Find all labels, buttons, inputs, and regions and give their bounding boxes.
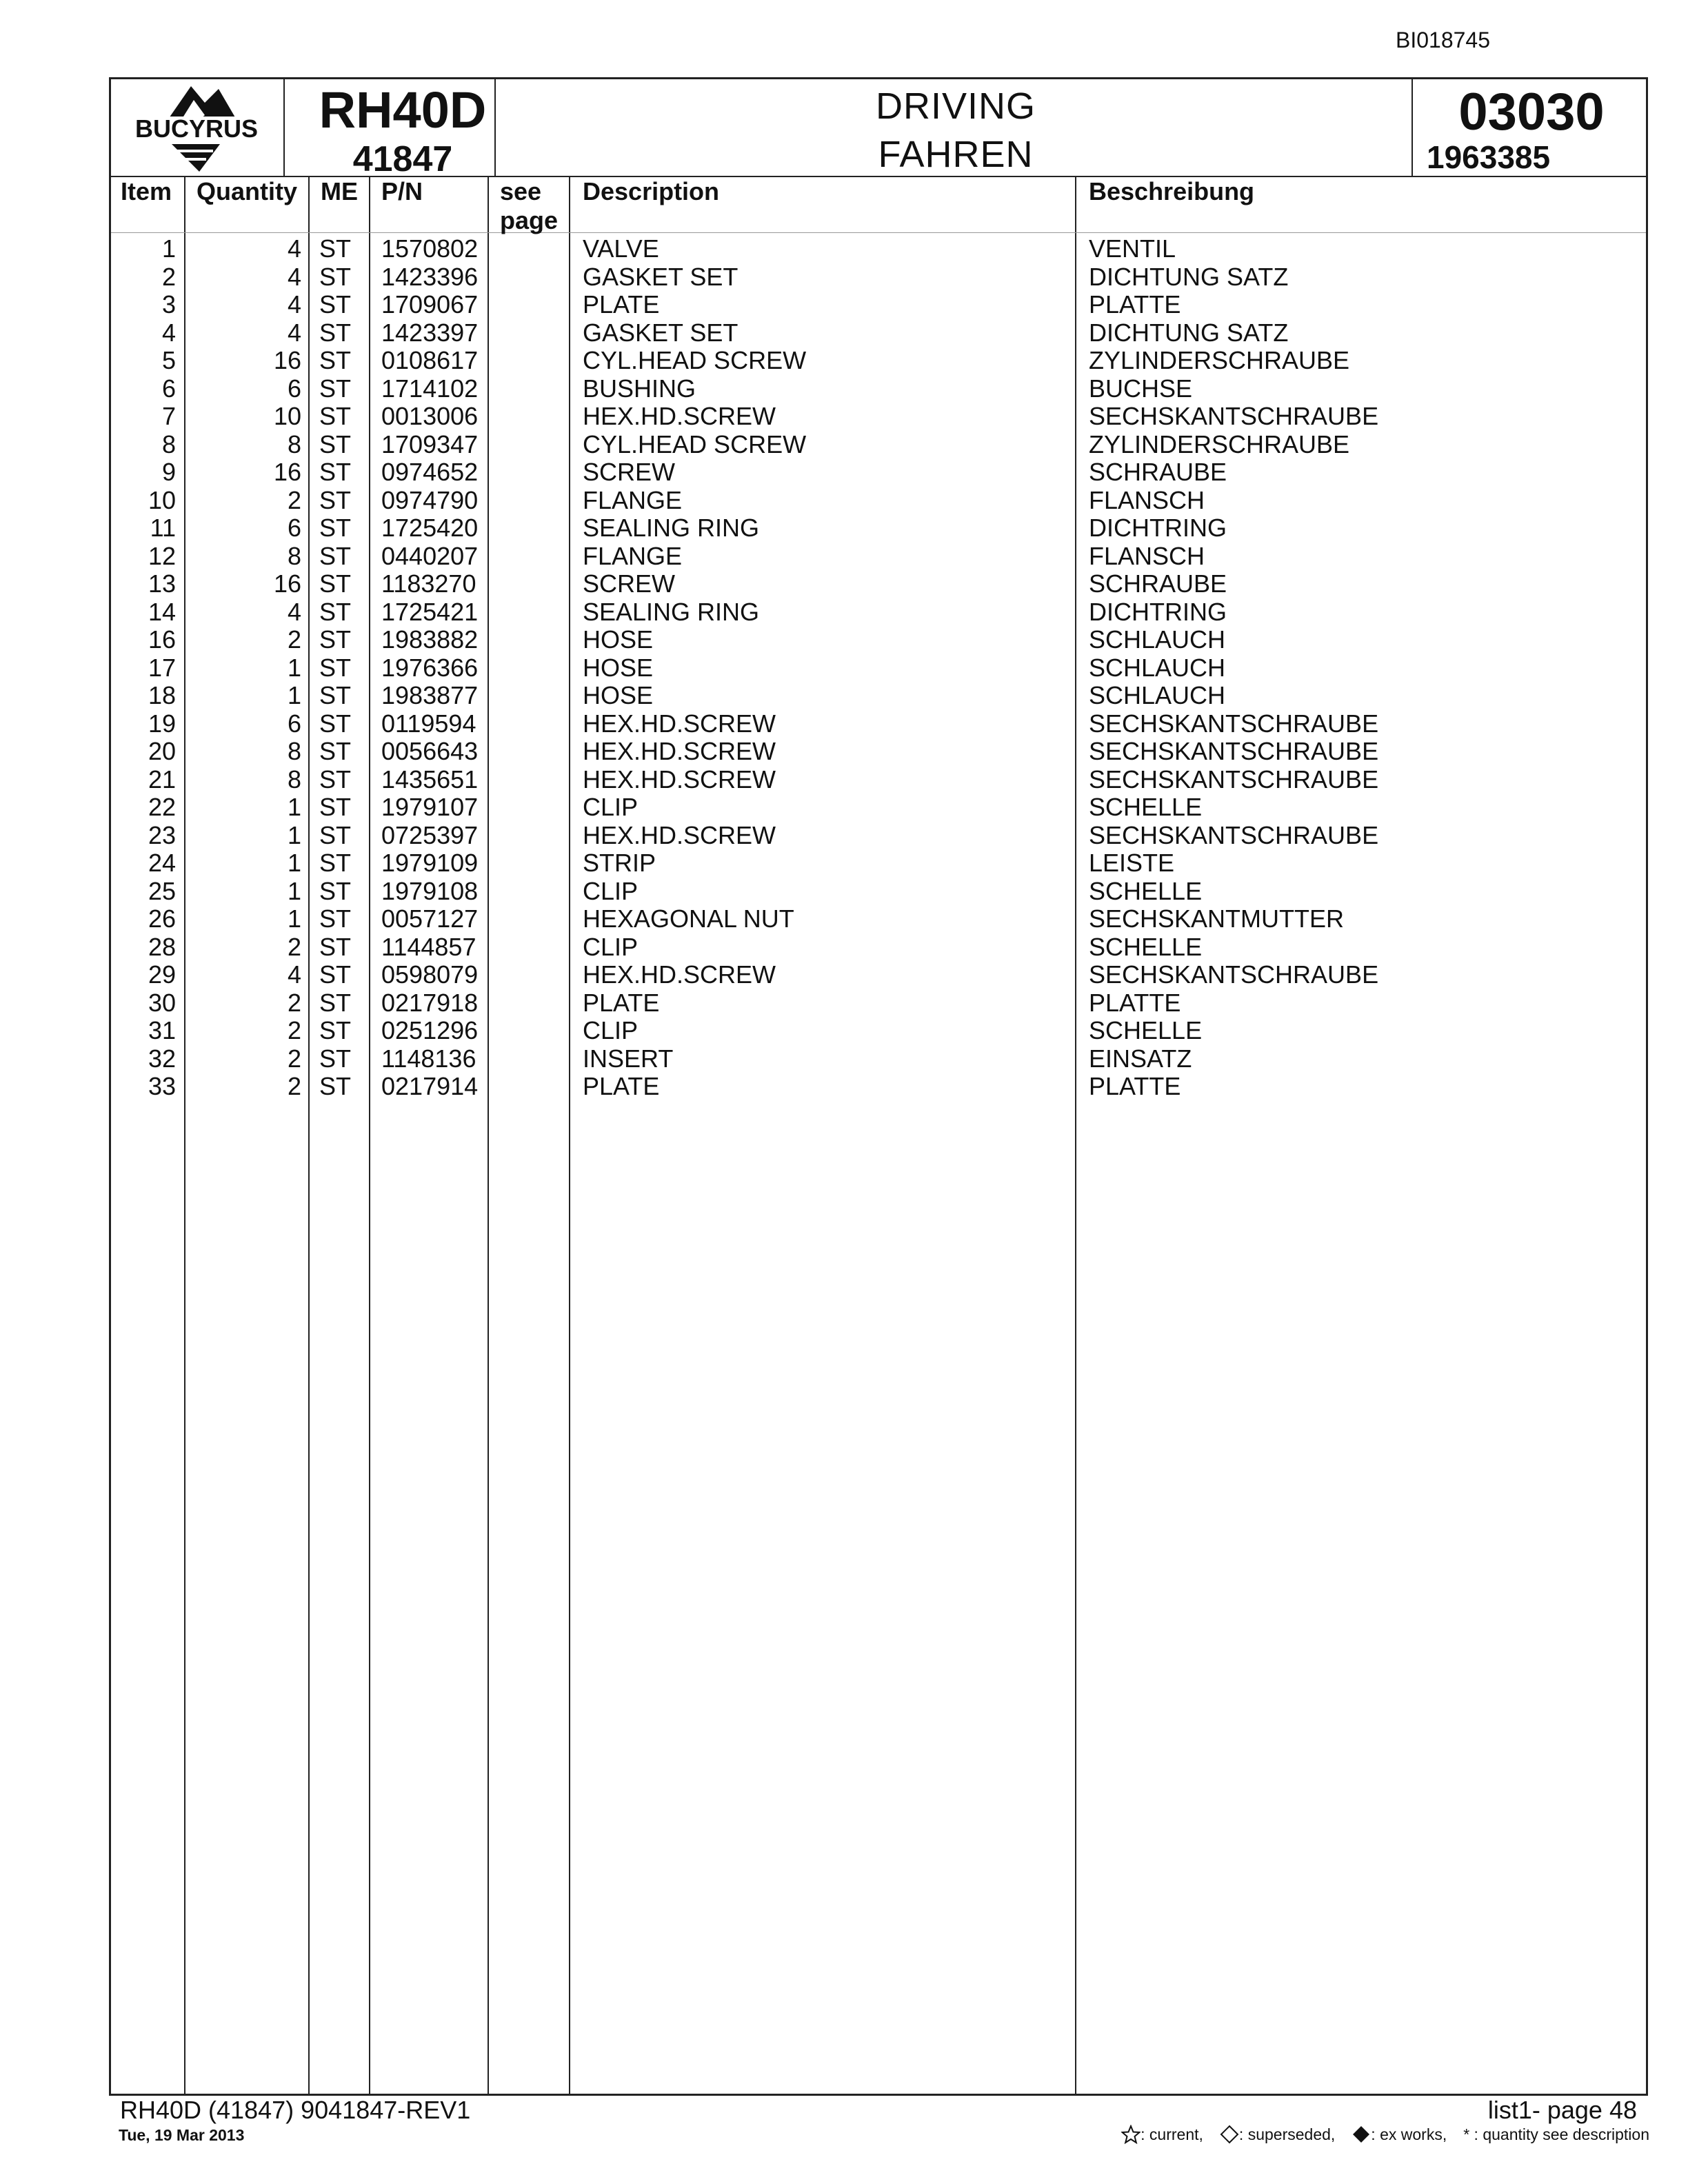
quantity-cell: 6 bbox=[287, 514, 301, 542]
description-cell: HOSE bbox=[583, 653, 654, 682]
part-number-cell: 0440207 bbox=[381, 541, 479, 570]
description-cell: HEX.HD.SCREW bbox=[583, 765, 776, 793]
me-cell: ST bbox=[319, 625, 352, 654]
table-row bbox=[111, 654, 1646, 682]
part-number-cell: 1725421 bbox=[381, 597, 479, 626]
part-number-cell: 0974790 bbox=[381, 485, 479, 514]
table-row bbox=[111, 905, 1646, 933]
parts-table-body bbox=[111, 235, 1646, 1101]
item-cell: 20 bbox=[148, 737, 176, 765]
table-row bbox=[111, 710, 1646, 738]
table-row bbox=[111, 1045, 1646, 1073]
legend-quantity-label: * : quantity see description bbox=[1463, 2125, 1649, 2143]
me-cell: ST bbox=[319, 402, 352, 430]
description-cell: CYL.HEAD SCREW bbox=[583, 346, 807, 374]
part-number-cell: 0056643 bbox=[381, 737, 479, 765]
me-cell: ST bbox=[319, 346, 352, 374]
quantity-cell: 16 bbox=[273, 458, 301, 486]
beschreibung-cell: PLATTE bbox=[1089, 290, 1181, 318]
beschreibung-cell: SCHELLE bbox=[1089, 793, 1203, 821]
me-cell: ST bbox=[319, 318, 352, 347]
beschreibung-cell: SCHLAUCH bbox=[1089, 653, 1226, 682]
model-number: RH40D bbox=[319, 81, 487, 139]
description-cell: HEX.HD.SCREW bbox=[583, 820, 776, 849]
part-number-cell: 1709067 bbox=[381, 290, 479, 318]
beschreibung-cell: DICHTUNG SATZ bbox=[1089, 262, 1289, 291]
table-row bbox=[111, 291, 1646, 319]
part-number-cell: 0013006 bbox=[381, 402, 479, 430]
column-header-see-page bbox=[500, 177, 558, 235]
quantity-cell: 16 bbox=[273, 569, 301, 598]
divider bbox=[283, 79, 285, 177]
me-cell: ST bbox=[319, 374, 352, 403]
beschreibung-cell: SECHSKANTSCHRAUBE bbox=[1089, 820, 1379, 849]
table-row bbox=[111, 626, 1646, 654]
part-number-cell: 1725420 bbox=[381, 514, 479, 542]
table-row bbox=[111, 989, 1646, 1018]
item-cell: 12 bbox=[148, 541, 176, 570]
table-row bbox=[111, 878, 1646, 906]
description-cell: CLIP bbox=[583, 876, 639, 905]
beschreibung-cell: FLANSCH bbox=[1089, 485, 1205, 514]
me-cell: ST bbox=[319, 932, 352, 961]
description-cell: HOSE bbox=[583, 681, 654, 709]
description-cell: PLATE bbox=[583, 290, 660, 318]
quantity-cell: 1 bbox=[287, 849, 301, 877]
legend-quantity bbox=[1463, 2125, 1649, 2144]
section-title-en: DRIVING bbox=[875, 85, 1036, 127]
beschreibung-cell: SCHELLE bbox=[1089, 876, 1203, 905]
column-header-me: ME bbox=[321, 177, 358, 205]
column-header-quantity: Quantity bbox=[197, 177, 298, 205]
part-number-cell: 1144857 bbox=[381, 932, 476, 961]
me-cell: ST bbox=[319, 849, 352, 877]
item-cell: 25 bbox=[148, 876, 176, 905]
description-cell: SEALING RING bbox=[583, 597, 760, 626]
part-number-cell: 1979107 bbox=[381, 793, 479, 821]
beschreibung-cell: FLANSCH bbox=[1089, 541, 1205, 570]
item-cell: 28 bbox=[148, 932, 176, 961]
description-cell: HEX.HD.SCREW bbox=[583, 737, 776, 765]
table-row bbox=[111, 263, 1646, 292]
description-cell: SEALING RING bbox=[583, 514, 760, 542]
table-row bbox=[111, 598, 1646, 627]
diamond-outline-icon bbox=[1220, 2125, 1239, 2144]
quantity-cell: 2 bbox=[287, 988, 301, 1017]
beschreibung-cell: VENTIL bbox=[1089, 234, 1176, 263]
quantity-cell: 1 bbox=[287, 876, 301, 905]
column-header-pn: P/N bbox=[381, 177, 423, 205]
divider bbox=[111, 232, 1646, 233]
quantity-cell: 10 bbox=[273, 402, 301, 430]
description-cell: FLANGE bbox=[583, 485, 683, 514]
table-row bbox=[111, 431, 1646, 459]
legend-superseded bbox=[1220, 2125, 1335, 2144]
description-cell: GASKET SET bbox=[583, 318, 738, 347]
beschreibung-cell: ZYLINDERSCHRAUBE bbox=[1089, 429, 1350, 458]
quantity-cell: 4 bbox=[287, 597, 301, 626]
description-cell: SCREW bbox=[583, 458, 675, 486]
see-page-line-2: page bbox=[500, 206, 559, 234]
item-cell: 8 bbox=[161, 429, 176, 458]
table-row bbox=[111, 235, 1646, 263]
item-cell: 19 bbox=[148, 709, 176, 738]
bucyrus-logo bbox=[117, 82, 277, 176]
description-cell: PLATE bbox=[583, 988, 660, 1017]
quantity-cell: 1 bbox=[287, 793, 301, 821]
table-row bbox=[111, 849, 1646, 878]
part-number-cell: 0217914 bbox=[381, 1072, 479, 1100]
table-row bbox=[111, 933, 1646, 962]
item-cell: 16 bbox=[148, 625, 176, 654]
item-cell: 18 bbox=[148, 681, 176, 709]
description-cell: CLIP bbox=[583, 793, 639, 821]
beschreibung-cell: SECHSKANTSCHRAUBE bbox=[1089, 402, 1379, 430]
me-cell: ST bbox=[319, 1044, 352, 1073]
description-cell: HEX.HD.SCREW bbox=[583, 960, 776, 989]
item-cell: 30 bbox=[148, 988, 176, 1017]
table-row bbox=[111, 458, 1646, 487]
beschreibung-cell: DICHTRING bbox=[1089, 597, 1227, 626]
diamond-filled-icon bbox=[1352, 2125, 1371, 2144]
part-number-cell: 1183270 bbox=[381, 569, 476, 598]
table-row bbox=[111, 1073, 1646, 1101]
description-cell: SCREW bbox=[583, 569, 675, 598]
me-cell: ST bbox=[319, 429, 352, 458]
parts-list-frame bbox=[109, 77, 1648, 2096]
me-cell: ST bbox=[319, 485, 352, 514]
me-cell: ST bbox=[319, 1016, 352, 1044]
section-title-de: FAHREN bbox=[878, 134, 1034, 175]
beschreibung-cell: PLATTE bbox=[1089, 1072, 1181, 1100]
legend bbox=[1109, 2125, 1649, 2144]
description-cell: FLANGE bbox=[583, 541, 683, 570]
quantity-cell: 4 bbox=[287, 318, 301, 347]
item-cell: 14 bbox=[148, 597, 176, 626]
part-number-cell: 0251296 bbox=[381, 1016, 479, 1044]
quantity-cell: 2 bbox=[287, 932, 301, 961]
quantity-cell: 6 bbox=[287, 709, 301, 738]
me-cell: ST bbox=[319, 737, 352, 765]
quantity-cell: 8 bbox=[287, 737, 301, 765]
item-cell: 1 bbox=[161, 234, 176, 263]
serial-number: 41847 bbox=[352, 139, 453, 179]
part-number-cell: 1709347 bbox=[381, 429, 479, 458]
table-row bbox=[111, 961, 1646, 989]
me-cell: ST bbox=[319, 569, 352, 598]
beschreibung-cell: SECHSKANTMUTTER bbox=[1089, 904, 1345, 933]
description-cell: PLATE bbox=[583, 1072, 660, 1100]
me-cell: ST bbox=[319, 793, 352, 821]
table-row bbox=[111, 1017, 1646, 1045]
item-cell: 11 bbox=[150, 514, 176, 542]
me-cell: ST bbox=[319, 458, 352, 486]
table-row bbox=[111, 570, 1646, 598]
description-cell: VALVE bbox=[583, 234, 659, 263]
me-cell: ST bbox=[319, 709, 352, 738]
beschreibung-cell: SCHELLE bbox=[1089, 1016, 1203, 1044]
item-cell: 33 bbox=[148, 1072, 176, 1100]
table-row bbox=[111, 403, 1646, 431]
quantity-cell: 2 bbox=[287, 1016, 301, 1044]
me-cell: ST bbox=[319, 514, 352, 542]
part-number-cell: 0725397 bbox=[381, 820, 479, 849]
item-cell: 2 bbox=[161, 262, 176, 291]
quantity-cell: 6 bbox=[287, 374, 301, 403]
quantity-cell: 16 bbox=[273, 346, 301, 374]
me-cell: ST bbox=[319, 876, 352, 905]
beschreibung-cell: SCHLAUCH bbox=[1089, 625, 1226, 654]
quantity-cell: 8 bbox=[287, 541, 301, 570]
item-cell: 3 bbox=[161, 290, 176, 318]
legend-current bbox=[1121, 2125, 1203, 2144]
item-cell: 5 bbox=[161, 346, 176, 374]
me-cell: ST bbox=[319, 290, 352, 318]
part-number-cell: 0108617 bbox=[381, 346, 479, 374]
quantity-cell: 4 bbox=[287, 262, 301, 291]
quantity-cell: 2 bbox=[287, 1044, 301, 1073]
beschreibung-cell: SCHELLE bbox=[1089, 932, 1203, 961]
item-cell: 32 bbox=[148, 1044, 176, 1073]
description-cell: HEX.HD.SCREW bbox=[583, 709, 776, 738]
part-number-cell: 1979108 bbox=[381, 876, 479, 905]
part-number-cell: 1423397 bbox=[381, 318, 479, 347]
beschreibung-cell: SECHSKANTSCHRAUBE bbox=[1089, 737, 1379, 765]
beschreibung-cell: EINSATZ bbox=[1089, 1044, 1192, 1073]
item-cell: 7 bbox=[161, 402, 176, 430]
item-cell: 17 bbox=[148, 653, 176, 682]
me-cell: ST bbox=[319, 904, 352, 933]
quantity-cell: 8 bbox=[287, 429, 301, 458]
quantity-cell: 1 bbox=[287, 681, 301, 709]
document-id: BI018745 bbox=[1396, 28, 1491, 52]
me-cell: ST bbox=[319, 765, 352, 793]
me-cell: ST bbox=[319, 234, 352, 263]
me-cell: ST bbox=[319, 597, 352, 626]
me-cell: ST bbox=[319, 262, 352, 291]
legend-ex-works bbox=[1352, 2125, 1447, 2144]
me-cell: ST bbox=[319, 681, 352, 709]
document-reference: RH40D (41847) 9041847-REV1 bbox=[120, 2096, 471, 2124]
part-number-cell: 1435651 bbox=[381, 765, 479, 793]
item-cell: 23 bbox=[148, 820, 176, 849]
item-cell: 6 bbox=[161, 374, 176, 403]
beschreibung-cell: SECHSKANTSCHRAUBE bbox=[1089, 765, 1379, 793]
group-part-number: 1963385 bbox=[1427, 139, 1551, 175]
description-cell: CLIP bbox=[583, 1016, 639, 1044]
beschreibung-cell: SCHLAUCH bbox=[1089, 681, 1226, 709]
beschreibung-cell: DICHTRING bbox=[1089, 514, 1227, 542]
table-row bbox=[111, 793, 1646, 822]
description-cell: HEXAGONAL NUT bbox=[583, 904, 794, 933]
me-cell: ST bbox=[319, 1072, 352, 1100]
table-row bbox=[111, 738, 1646, 766]
beschreibung-cell: LEISTE bbox=[1089, 849, 1175, 877]
item-cell: 21 bbox=[148, 765, 176, 793]
description-cell: CYL.HEAD SCREW bbox=[583, 429, 807, 458]
me-cell: ST bbox=[319, 960, 352, 989]
part-number-cell: 1976366 bbox=[381, 653, 479, 682]
part-number-cell: 1979109 bbox=[381, 849, 479, 877]
quantity-cell: 4 bbox=[287, 234, 301, 263]
item-cell: 13 bbox=[148, 569, 176, 598]
item-cell: 29 bbox=[148, 960, 176, 989]
quantity-cell: 8 bbox=[287, 765, 301, 793]
item-cell: 31 bbox=[148, 1016, 176, 1044]
part-number-cell: 0217918 bbox=[381, 988, 479, 1017]
quantity-cell: 1 bbox=[287, 820, 301, 849]
table-row bbox=[111, 822, 1646, 850]
legend-ex-works-label: : ex works, bbox=[1371, 2125, 1447, 2143]
group-number: 03030 bbox=[1458, 83, 1605, 141]
part-number-cell: 0057127 bbox=[381, 904, 479, 933]
beschreibung-cell: SCHRAUBE bbox=[1089, 569, 1227, 598]
beschreibung-cell: SCHRAUBE bbox=[1089, 458, 1227, 486]
quantity-cell: 2 bbox=[287, 625, 301, 654]
description-cell: STRIP bbox=[583, 849, 656, 877]
see-page-line-1: see bbox=[500, 177, 542, 205]
part-number-cell: 0119594 bbox=[381, 709, 476, 738]
part-number-cell: 0598079 bbox=[381, 960, 479, 989]
part-number-cell: 1983882 bbox=[381, 625, 479, 654]
description-cell: HOSE bbox=[583, 625, 654, 654]
quantity-cell: 2 bbox=[287, 1072, 301, 1100]
table-row bbox=[111, 375, 1646, 403]
part-number-cell: 1714102 bbox=[381, 374, 479, 403]
me-cell: ST bbox=[319, 541, 352, 570]
page-number: list1- page 48 bbox=[1487, 2096, 1637, 2124]
me-cell: ST bbox=[319, 988, 352, 1017]
part-number-cell: 1570802 bbox=[381, 234, 479, 263]
legend-superseded-label: : superseded, bbox=[1238, 2125, 1336, 2143]
print-date: Tue, 19 Mar 2013 bbox=[119, 2126, 245, 2144]
column-header-beschreibung: Beschreibung bbox=[1089, 177, 1255, 205]
column-header-description: Description bbox=[583, 177, 720, 205]
item-cell: 26 bbox=[148, 904, 176, 933]
item-cell: 22 bbox=[148, 793, 176, 821]
part-number-cell: 1148136 bbox=[381, 1044, 476, 1073]
table-row bbox=[111, 766, 1646, 794]
description-cell: HEX.HD.SCREW bbox=[583, 402, 776, 430]
table-row bbox=[111, 514, 1646, 543]
quantity-cell: 4 bbox=[287, 960, 301, 989]
table-row bbox=[111, 682, 1646, 710]
description-cell: CLIP bbox=[583, 932, 639, 961]
beschreibung-cell: SECHSKANTSCHRAUBE bbox=[1089, 960, 1379, 989]
beschreibung-cell: SECHSKANTSCHRAUBE bbox=[1089, 709, 1379, 738]
table-row bbox=[111, 347, 1646, 375]
star-outline-icon bbox=[1121, 2125, 1141, 2144]
part-number-cell: 1983877 bbox=[381, 681, 479, 709]
quantity-cell: 2 bbox=[287, 485, 301, 514]
beschreibung-cell: PLATTE bbox=[1089, 988, 1181, 1017]
part-number-cell: 0974652 bbox=[381, 458, 479, 486]
beschreibung-cell: BUCHSE bbox=[1089, 374, 1193, 403]
quantity-cell: 1 bbox=[287, 653, 301, 682]
beschreibung-cell: DICHTUNG SATZ bbox=[1089, 318, 1289, 347]
description-cell: GASKET SET bbox=[583, 262, 738, 291]
quantity-cell: 1 bbox=[287, 904, 301, 933]
table-row bbox=[111, 319, 1646, 347]
beschreibung-cell: ZYLINDERSCHRAUBE bbox=[1089, 346, 1350, 374]
item-cell: 24 bbox=[148, 849, 176, 877]
item-cell: 9 bbox=[161, 458, 176, 486]
quantity-cell: 4 bbox=[287, 290, 301, 318]
brand-wordmark: BUCYRUS bbox=[134, 114, 259, 143]
item-cell: 10 bbox=[148, 485, 176, 514]
me-cell: ST bbox=[319, 820, 352, 849]
item-cell: 4 bbox=[161, 318, 176, 347]
legend-current-label: : current, bbox=[1141, 2125, 1203, 2143]
table-row bbox=[111, 543, 1646, 571]
description-cell: INSERT bbox=[583, 1044, 674, 1073]
me-cell: ST bbox=[319, 653, 352, 682]
column-header-item: Item bbox=[121, 177, 172, 205]
table-row bbox=[111, 487, 1646, 515]
description-cell: BUSHING bbox=[583, 374, 696, 403]
part-number-cell: 1423396 bbox=[381, 262, 479, 291]
